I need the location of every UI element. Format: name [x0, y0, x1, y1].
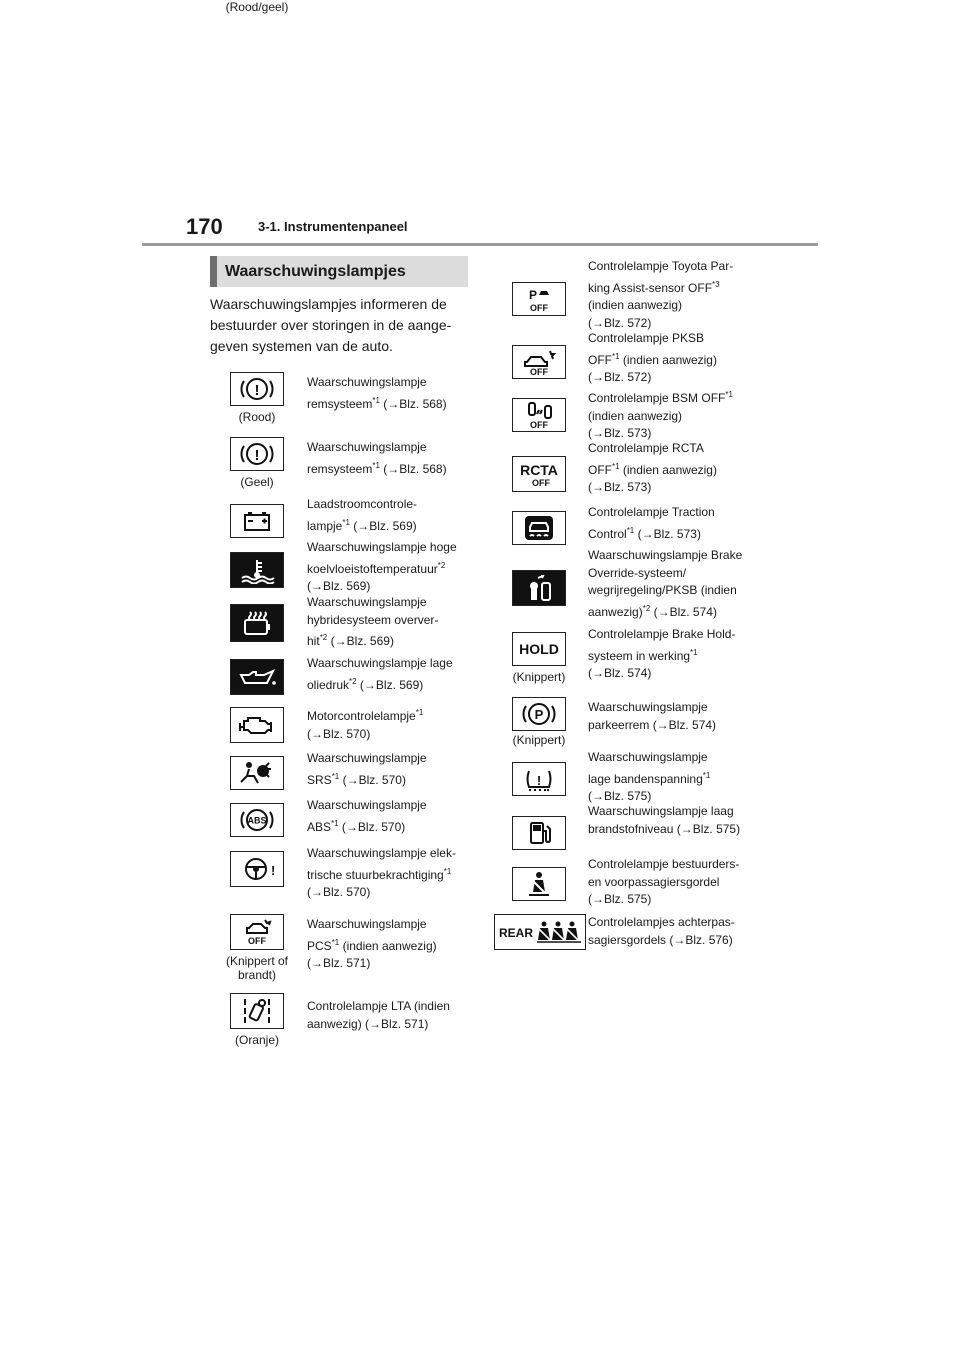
desc-line: remsysteem [307, 396, 373, 411]
desc-line: Laadstroomcontrole- [307, 497, 418, 511]
page-reference: (→Blz. 570) [338, 819, 406, 834]
desc-line: Waarschuwingslampje Brake Override-systeem/ wegrijregeling/PKSB (indien [588, 548, 743, 597]
power-steering-icon [230, 851, 284, 887]
desc-line: Control [588, 526, 627, 541]
item-description [307, 704, 469, 743]
abs-icon [230, 803, 284, 837]
item-description [307, 439, 469, 478]
footnote-marker: *1 [342, 517, 350, 527]
svg-text:OFF: OFF [530, 303, 548, 313]
item-description [588, 914, 752, 949]
svg-text:OFF: OFF [530, 420, 548, 429]
desc-line: Waarschuwingslampje hoge [307, 540, 457, 554]
svg-text:OFF: OFF [248, 936, 266, 946]
footnote-marker: *2 [319, 633, 328, 642]
page-reference: (→Blz. 572) [588, 315, 652, 330]
page-reference: (→Blz. 573) [588, 426, 652, 440]
footnote-marker: *2 [642, 603, 651, 613]
brake-warning-icon [230, 437, 284, 471]
brake-warning-icon [230, 372, 284, 406]
desc-line: Controlelampje Toyota Par- [588, 259, 734, 273]
hybrid-overheat-icon [230, 604, 284, 642]
desc-line: Waarschuwingslampje lage [307, 656, 453, 670]
desc-line: aanwezig) [588, 604, 643, 619]
fuel-level-icon [512, 816, 566, 850]
desc-line: koelvloeistoftemperatuur [307, 561, 438, 576]
rear-seatbelt-icon [494, 914, 586, 950]
item-description [588, 504, 752, 543]
item-description [588, 258, 752, 332]
page-reference: (indien aanwezig) [588, 298, 683, 312]
page-reference: (→Blz. 570) [339, 772, 406, 787]
item-description [588, 626, 752, 683]
icon-caption: (Knippert) [512, 670, 566, 684]
page-reference: (→Blz. 575) [588, 789, 652, 803]
desc-line: Waarschuwingslampje laag brandstofniveau (→Blz. 575) [588, 804, 741, 836]
svg-text:!: ! [254, 382, 260, 399]
parking-brake-icon [512, 697, 566, 731]
svg-text:!: ! [536, 773, 542, 788]
svg-text:ABS: ABS [247, 815, 267, 826]
desc-line: king Assist-sensor OFF [588, 280, 713, 295]
icon-caption: (Rood) [238, 410, 276, 424]
footnote-marker: *1 [725, 390, 733, 399]
page-reference: (→Blz. 570) [307, 726, 371, 741]
desc-line: Controlelampje RCTA [588, 441, 704, 455]
desc-line: Waarschuwingslampje elek- [307, 846, 456, 860]
page-reference: (→Blz. 569) [307, 579, 371, 593]
item-description [588, 330, 752, 387]
footnote-marker: *1 [702, 770, 711, 780]
desc-line: Waarschuwingslampje [307, 375, 427, 389]
desc-line: OFF [588, 352, 612, 367]
item-description [588, 440, 752, 497]
item-description [307, 539, 469, 596]
icon-caption: (Geel) [240, 475, 274, 489]
desc-line: PCS [307, 938, 332, 953]
item-description [307, 845, 469, 902]
item-description [307, 797, 469, 836]
desc-line: SRS [307, 772, 332, 787]
svg-text:!: ! [271, 863, 276, 878]
footnote-marker: *1 [331, 937, 340, 947]
desc-line: Controlelampje Brake Hold- [588, 627, 736, 641]
footnote-marker: *1 [626, 525, 635, 535]
footnote-marker: *2 [349, 676, 357, 686]
footnote-marker: *2 [437, 560, 446, 570]
page-number: 170 [186, 214, 223, 239]
item-description [588, 386, 752, 443]
page-reference: (→Blz. 568) [379, 461, 447, 476]
page-reference: (→Blz. 568) [379, 396, 447, 411]
desc-line: OFF [588, 462, 612, 477]
seatbelt-icon [512, 867, 566, 901]
brake-override-icon [512, 570, 566, 606]
desc-line: Waarschuwingslampje hybridesysteem overver- [307, 595, 439, 627]
desc-line: ABS [307, 819, 332, 834]
page-reference: (→Blz. 569) [327, 634, 394, 648]
header-divider [142, 243, 818, 246]
icon-caption: (Knippert) [512, 733, 566, 747]
page-reference: (→Blz. 570) [307, 885, 371, 899]
coolant-temperature-icon [230, 552, 284, 588]
item-description [307, 594, 469, 651]
page-reference: (indien aanwezig) [588, 408, 683, 423]
airbag-srs-icon [230, 756, 284, 790]
page-reference: (→Blz. 569) [356, 677, 424, 692]
item-description [588, 699, 752, 734]
desc-line: systeem in werking [588, 648, 691, 663]
item-description [588, 803, 752, 838]
page-reference: (indien aanwezig) [619, 462, 717, 477]
lta-icon [230, 993, 284, 1029]
desc-line: Waarschuwingslampje parkeerrem (→Blz. 574) [588, 700, 717, 732]
page-reference: (→Blz. 571) [307, 956, 371, 970]
battery-icon [230, 504, 284, 538]
oil-pressure-icon [230, 659, 284, 695]
footnote-marker: *1 [690, 647, 698, 657]
footnote-marker: *1 [331, 771, 340, 781]
item-description [307, 998, 469, 1033]
icon-caption: (Oranje) [234, 1033, 279, 1047]
brake-hold-icon [512, 632, 566, 666]
footnote-marker: *3 [712, 279, 720, 289]
intro-paragraph: Waarschuwingslampjes informeren de bestuurder over storingen in de aange-geven systemen van de auto. [210, 296, 452, 354]
pksb-off-icon [512, 345, 566, 379]
desc-line: Waarschuwingslampje [307, 798, 427, 812]
footnote-marker: *1 [372, 395, 380, 405]
icon-caption: (Knippert of brandt) [225, 954, 289, 982]
section-heading: Waarschuwingslampjes [210, 256, 468, 287]
item-description [588, 547, 752, 621]
bsm-off-icon [512, 398, 566, 432]
svg-text:!: ! [254, 447, 260, 464]
page-reference: (→Blz. 574) [650, 604, 717, 619]
check-engine-icon [230, 707, 284, 743]
footnote-marker: *1 [612, 351, 620, 361]
chapter-title: 3-1. Instrumentenpaneel [258, 219, 408, 234]
rcta-off-icon [512, 456, 566, 492]
desc-line: Waarschuwingslampje [307, 917, 427, 931]
desc-line: Controlelampje bestuurders- en voorpassagiersgordel (→Blz. 575) [588, 857, 740, 906]
desc-line: trische stuurbekrachtiging [307, 867, 444, 882]
desc-line: lampje [307, 518, 343, 533]
desc-line: oliedruk [307, 677, 350, 692]
page-reference: (→Blz. 574) [588, 666, 652, 680]
page-reference: (→Blz. 573) [588, 480, 652, 494]
parking-assist-off-icon [512, 282, 566, 316]
item-description [588, 749, 752, 806]
svg-text:HOLD: HOLD [519, 641, 559, 657]
svg-text:RCTA: RCTA [520, 462, 558, 478]
page-reference: (→Blz. 569) [349, 518, 417, 533]
desc-line: Controlelampje BSM OFF [588, 391, 726, 405]
footnote-marker: *1 [372, 460, 380, 470]
svg-text:OFF: OFF [530, 367, 548, 376]
page-reference: (→Blz. 572) [588, 370, 652, 384]
desc-line: Controlelampje PKSB [588, 331, 705, 345]
footnote-marker: *1 [612, 461, 620, 471]
footnote-marker: *1 [415, 708, 424, 717]
desc-line: Controlelampjes achterpas- sagiersgordels (→Blz. 576) [588, 915, 735, 947]
svg-text:OFF: OFF [532, 478, 550, 488]
item-description [307, 655, 469, 694]
svg-text:REAR: REAR [499, 926, 534, 940]
item-description [588, 856, 752, 909]
desc-line: Controlelampje LTA (indien aanwezig) (→Blz. 571) [307, 999, 450, 1031]
desc-line: remsysteem [307, 461, 373, 476]
desc-line: Waarschuwingslampje [307, 440, 427, 454]
page-reference: (→Blz. 573) [634, 526, 701, 541]
desc-line: Waarschuwingslampje [588, 750, 708, 764]
footnote-marker: *1 [331, 818, 339, 828]
item-description [307, 374, 469, 413]
item-description [307, 916, 469, 973]
page-reference: (indien aanwezig) [619, 352, 717, 367]
traction-control-icon [512, 511, 566, 545]
item-description [307, 496, 469, 535]
tire-pressure-icon [512, 762, 566, 796]
icon-caption: (Rood/geel) [225, 0, 289, 14]
desc-line: Waarschuwingslampje [307, 751, 427, 765]
desc-line: Controlelampje Traction [588, 505, 715, 519]
svg-text:P: P [529, 288, 538, 302]
footnote-marker: *1 [443, 866, 452, 876]
page-reference: (indien aanwezig) [339, 938, 437, 953]
desc-line: lage bandenspanning [588, 771, 703, 786]
svg-text:P: P [534, 707, 544, 722]
desc-line: Motorcontrolelampje [307, 709, 416, 723]
item-description [307, 750, 469, 789]
pcs-off-icon [230, 914, 284, 950]
desc-line: hit [307, 634, 320, 648]
